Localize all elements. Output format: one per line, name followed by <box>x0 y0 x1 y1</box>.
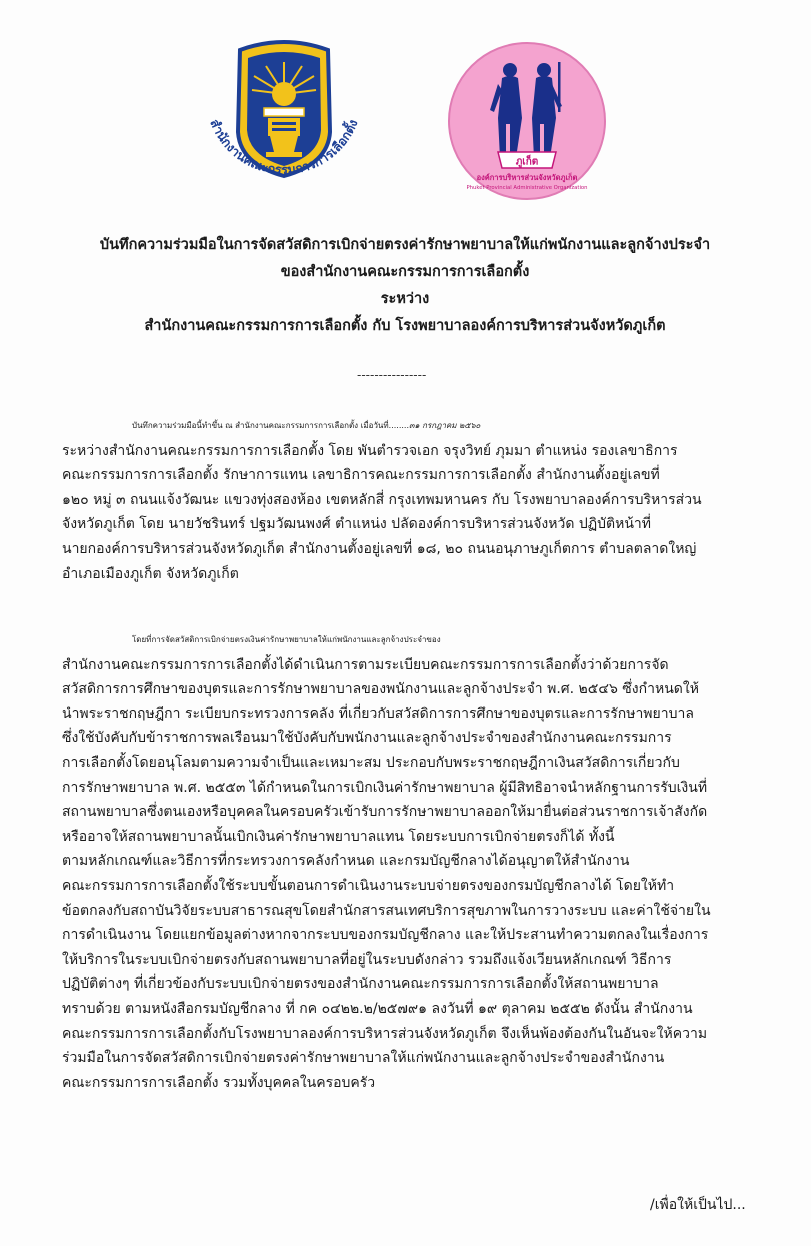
para2-line-2: สำนักงานคณะกรรมการการเลือกตั้งได้ดำเนินการตามระเบียบคณะกรรมการการเลือกตั้งว่าด้วยการจัด <box>62 656 669 673</box>
para2-line-15: ปฏิบัติต่างๆ ที่เกี่ยวข้องกับระบบเบิกจ่ายตรงของสำนักงานคณะกรรมการการเลือกตั้งให้สถานพยาบาล <box>62 976 659 993</box>
para2-line-13: การดำเนินงาน โดยแยกข้อมูลต่างหากจากระบบของกรมบัญชีกลาง และให้ประสานทำความตกลงในเรื่องการ <box>62 927 709 944</box>
para1-line-7: อำเภอเมืองภูเก็ต จังหวัดภูเก็ต <box>62 565 239 582</box>
ect-logo <box>196 36 372 216</box>
para1-line-1-text: บันทึกความร่วมมือนี้ทำขึ้น ณ สำนักงานคณะกรรมการการเลือกตั้ง เมื่อวันที่........ <box>132 421 410 430</box>
para2-line-6: การเลือกตั้งโดยอนุโลมตามความจำเป็นและเหมาะสม ประกอบกับพระราชกฤษฎีกาเงินสวัสดิการเกี่ยวกับ <box>62 754 680 771</box>
para2-line-10: ตามหลักเกณฑ์และวิธีการที่กระทรวงการคลังกำหนด และกรมบัญชีกลางได้อนุญาตให้สำนักงาน <box>62 853 630 870</box>
para2-line-3: สวัสดิการการศึกษาของบุตรและการรักษาพยาบาลของพนักงานและลูกจ้างประจำ พ.ศ. ๒๕๔๖ ซึ่งกำหนดให้ <box>62 681 699 698</box>
continued-footer: /เพื่อให้เป็นไป... <box>650 1197 746 1213</box>
para2-line-1: โดยที่การจัดสวัสดิการเบิกจ่ายตรงเงินค่ารักษาพยาบาลให้แก่พนักงานและลูกจ้างประจำของ <box>132 635 441 644</box>
para2-line-7: การรักษาพยาบาล พ.ศ. ๒๕๕๓ ได้กำหนดในการเบิกเงินค่ารักษาพยาบาล ผู้มีสิทธิอาจนำหลักฐานการรับเงินที่ <box>62 779 708 796</box>
ect-logo-text: สำนักงานคณะกรรมการการเลือกตั้ง <box>207 116 361 177</box>
para2-line-16: ทราบด้วย ตามหนังสือกรมบัญชีกลาง ที่ กค ๐๔๒๒.๒/๒๕๗๙๑ ลงวันที่ ๑๙ ตุลาคม ๒๕๕๒ ดังนั้น สำนักงาน <box>62 1000 693 1017</box>
para2-line-8: สถานพยาบาลซึ่งตนเองหรือบุคคลในครอบครัวเข้ารับการรักษาพยาบาลออกให้มายื่นต่อส่วนราชการเจ้าสังกัด <box>62 804 708 821</box>
para2-line-19: คณะกรรมการการเลือกตั้ง รวมทั้งบุคคลในครอบครัว <box>62 1074 376 1091</box>
pao-logo-text-en: Phuket Provincial Administrative Organization <box>466 185 588 191</box>
paragraph-background <box>62 628 768 1095</box>
handwritten-date: ๓๑ กรกฎาคม ๒๕๖๐ <box>409 421 481 430</box>
para2-line-18: ร่วมมือในการจัดสวัสดิการเบิกจ่ายตรงค่ารักษาพยาบาลให้แก่พนักงานและลูกจ้างประจำของสำนักงาน <box>62 1050 665 1067</box>
para2-line-12: ข้อตกลงกับสถาบันวิจัยระบบสาธารณสุขโดยสำนักสารสนเทศบริการสุขภาพในการวางระบบ และค่าใช้จ่ายใน <box>62 902 711 919</box>
title-line-1: บันทึกความร่วมมือในการจัดสวัสดิการเบิกจ่ายตรงค่ารักษาพยาบาลให้แก่พนักงานและลูกจ้างประจำ <box>99 237 711 253</box>
title-divider: ---------------- <box>357 368 427 382</box>
para1-line-1 <box>62 414 768 439</box>
para1-line-3: คณะกรรมการการเลือกตั้ง รักษาการแทน เลขาธิการคณะกรรมการการเลือกตั้ง สำนักงานตั้งอยู่เลขที่ <box>62 467 660 484</box>
para2-line-14: ให้บริการในระบบเบิกจ่ายตรงกับสถานพยาบาลที่อยู่ในระบบดังกล่าว รวมถึงแจ้งเวียนหลักเกณฑ์ วิธีการ <box>62 951 672 968</box>
title-line-3: ระหว่าง <box>380 291 430 307</box>
pao-banner-text: ภูเก็ต <box>515 156 539 168</box>
para1-line-6: นายกองค์การบริหารส่วนจังหวัดภูเก็ต สำนักงานตั้งอยู่เลขที่ ๑๘, ๒๐ ถนนอนุภาษภูเก็ตการ ตำบลตลาดใหญ่ <box>62 540 697 557</box>
para1-line-5: จังหวัดภูเก็ต โดย นายวัชรินทร์ ปฐมวัฒนพงศ์ ตำแหน่ง ปลัดองค์การบริหารส่วนจังหวัด ปฏิบัติหน้าที่ <box>62 516 652 533</box>
document-title <box>40 232 770 340</box>
para2-line-4: นำพระราชกฤษฎีกา ระเบียบกระทรวงการคลัง ที่เกี่ยวกับสวัสดิการการศึกษาของบุตรและการรักษาพยาบาล <box>62 705 694 722</box>
para2-line-5: ซึ่งใช้บังคับกับข้าราชการพลเรือนมาใช้บังคับกับพนักงานและลูกจ้างประจำของสำนักงานคณะกรรมการ <box>62 730 672 747</box>
para2-line-11: คณะกรรมการการเลือกตั้งใช้ระบบขั้นตอนการดำเนินงานระบบจ่ายตรงของกรมบัญชีกลางได้ โดยให้ทำ <box>62 877 675 894</box>
para1-line-4: ๑๒๐ หมู่ ๓ ถนนแจ้งวัฒนะ แขวงทุ่งสองห้อง เขตหลักสี่ กรุงเทพมหานคร กับ โรงพยาบาลองค์การบริหารส่วน <box>62 491 702 508</box>
title-line-4: สำนักงานคณะกรรมการการเลือกตั้ง กับ โรงพยาบาลองค์การบริหารส่วนจังหวัดภูเก็ต <box>144 318 666 334</box>
para2-line-17: คณะกรรมการการเลือกตั้งกับโรงพยาบาลองค์การบริหารส่วนจังหวัดภูเก็ต จึงเห็นพ้องต้องกันในอันจะให้ความ <box>62 1025 708 1042</box>
pao-logo-text-th: องค์การบริหารส่วนจังหวัดภูเก็ต <box>476 173 578 182</box>
phuket-pao-logo <box>446 40 608 202</box>
para1-line-2: ระหว่างสำนักงานคณะกรรมการการเลือกตั้ง โดย พันตำรวจเอก จรุงวิทย์ ภุมมา ตำแหน่ง รองเลขาธิการ <box>62 442 678 459</box>
pao-banner <box>498 152 556 169</box>
para2-line-9: หรืออาจให้สถานพยาบาลนั้นเบิกเงินค่ารักษาพยาบาลแทน โดยระบบการเบิกจ่ายตรงก็ได้ ทั้งนี้ <box>62 828 615 845</box>
title-line-2: ของสำนักงานคณะกรรมการการเลือกตั้ง <box>280 264 530 280</box>
paragraph-parties <box>62 414 768 586</box>
